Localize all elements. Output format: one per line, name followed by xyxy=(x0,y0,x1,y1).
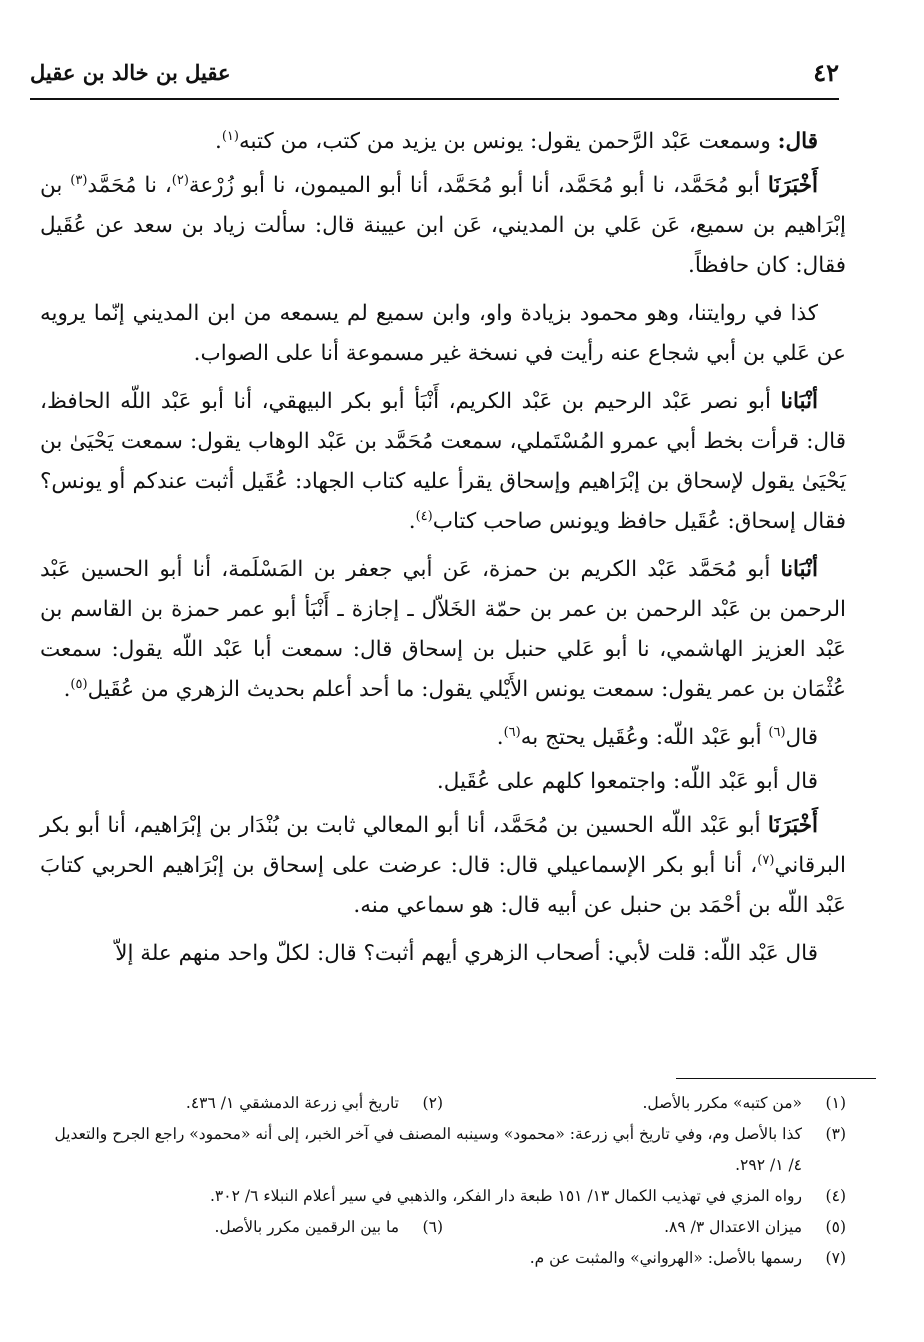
paragraph-4 xyxy=(40,382,846,542)
paragraph-text: أبو عَبْد اللّه الحسين بن مُحَمَّد، أنا أبو المعالي ثابت بن بُنْدَار بن إبْرَاهيم، أنا أبو بكر البرقاني xyxy=(40,813,846,878)
keyword-akhbarana: أَخْبَرَنَا xyxy=(767,173,819,198)
footnote-ref: (١) xyxy=(221,128,239,144)
paragraph-end: . xyxy=(408,509,416,534)
page-number: ٤٢ xyxy=(813,58,839,87)
footnote-4 xyxy=(40,1181,846,1212)
keyword-anbana: أنْبَانا xyxy=(780,389,818,414)
main-text xyxy=(40,122,846,982)
footnote-number: (٣) xyxy=(825,1125,846,1143)
paragraph-text: كذا في روايتنا، وهو محمود بزيادة واو، وابن سميع لم يسمعه من ابن المديني إنّما يرويه عن عَلي بن أبي شجاع عنه رأيت في نسخة غير مسموعة أنا على الصواب. xyxy=(40,301,846,366)
keyword-akhbarana: أَخْبَرَنَا xyxy=(767,813,818,838)
paragraph-end: . xyxy=(63,677,71,702)
paragraph-end: . xyxy=(215,129,222,154)
paragraph-text: بن إبْرَاهيم بن سميع، عَن عَلي بن المديني، عَن ابن عيينة قال: سألت زياد بن سعد عن عُقَيل فقال: كان حافظاً. xyxy=(40,173,846,278)
page-header xyxy=(30,56,839,104)
paragraph-text: قال أبو عَبْد اللّه: واجتمعوا كلهم على عُقَيل. xyxy=(436,769,818,794)
footnote-text: رسمها بالأصل: «الهرواني» والمثبت عن م. xyxy=(529,1249,802,1267)
running-title: عقيل بن خالد بن عقيل xyxy=(30,60,231,85)
paragraph-7 xyxy=(40,762,846,802)
paragraph-text: قال عَبْد اللّه: قلت لأبي: أصحاب الزهري أيهم أثبت؟ قال: لكلّ واحد منهم علة إلاّ xyxy=(115,941,818,966)
footnote-1 xyxy=(443,1088,846,1119)
footnote-separator xyxy=(676,1078,876,1079)
footnote-number: (٦) xyxy=(422,1218,443,1236)
footnote-row xyxy=(40,1212,846,1243)
paragraph-1 xyxy=(40,122,846,162)
footnotes xyxy=(40,1088,846,1274)
footnote-text: ما بين الرقمين مكرر بالأصل. xyxy=(214,1218,399,1236)
keyword-qala: قال: xyxy=(777,129,818,154)
footnote-number: (٧) xyxy=(825,1249,846,1267)
footnote-row xyxy=(40,1088,846,1119)
footnote-text: تاريخ أبي زرعة الدمشقي ١/ ٤٣٦. xyxy=(185,1094,399,1112)
paragraph-3 xyxy=(40,294,846,374)
paragraph-2 xyxy=(40,166,846,286)
footnote-ref: (٥) xyxy=(70,676,88,692)
paragraph-text: أبو مُحَمَّد، نا أبو مُحَمَّد، أنا أبو مُحَمَّد، أنا أبو الميمون، نا أبو زُرْعة xyxy=(188,173,768,198)
footnote-text: «من كتبه» مكرر بالأصل. xyxy=(642,1094,802,1112)
keyword-anbana: أنْبَانا xyxy=(780,557,818,582)
paragraph-text: وسمعت عَبْد الرَّحمن يقول: يونس بن يزيد من كتب، من كتبه xyxy=(238,129,778,154)
paragraph-text: أبو عَبْد اللّه: وعُقَيل يحتج به xyxy=(520,725,769,750)
footnote-text: كذا بالأصل وم، وفي تاريخ أبي زرعة: «محمود» وسينبه المصنف في آخر الخبر، إلى أنه «محمود» راجع الجرح والتعديل ٤/ ١/ ٢٩٢. xyxy=(54,1125,802,1174)
paragraph-9 xyxy=(40,934,846,974)
paragraph-5 xyxy=(40,550,846,710)
footnote-5 xyxy=(443,1212,846,1243)
paragraph-end: . xyxy=(496,725,504,750)
paragraph-text: أبو نصر عَبْد الرحيم بن عَبْد الكريم، أَنْبَأ أبو بكر البيهقي، أنا أبو عَبْد اللّه الحافظ، قال: قرأت بخط أبي عمرو المُسْتَملي، سمعت مُحَمَّد بن عَبْد الوهاب يقول: سمعت يَحْيَىٰ بن يَحْيَىٰ يقول لإسحاق بن إبْرَاهيم وإسحاق يقرأ عليه كتاب الجهاد: عُقَيل أثبت عندكم أو يونس؟ فقال إسحاق: عُقَيل حافظ ويونس صاحب كتاب xyxy=(40,389,846,534)
footnote-number: (٥) xyxy=(825,1218,846,1236)
header-rule xyxy=(30,98,839,100)
footnote-6 xyxy=(40,1212,443,1243)
footnote-text: ميزان الاعتدال ٣/ ٨٩. xyxy=(664,1218,802,1236)
footnote-number: (٢) xyxy=(422,1094,443,1112)
footnote-text: رواه المزي في تهذيب الكمال ١٣/ ١٥١ طبعة دار الفكر، والذهبي في سير أعلام النبلاء ٦/ ٣٠٢. xyxy=(209,1187,802,1205)
footnote-number: (١) xyxy=(825,1094,846,1112)
paragraph-8 xyxy=(40,806,846,926)
footnote-3 xyxy=(40,1119,846,1181)
footnote-ref: (٣) xyxy=(70,172,88,188)
paragraph-text: قال xyxy=(785,725,818,750)
footnote-7 xyxy=(40,1243,846,1274)
paragraph-text: ، نا مُحَمَّد xyxy=(87,173,172,198)
paragraph-text: أبو مُحَمَّد عَبْد الكريم بن حمزة، عَن أبي جعفر بن المَسْلَمة، أنا أبو الحسين عَبْد الرحمن بن عَبْد الرحمن بن عمر بن حمّة الخَلاّل ـ إجازة ـ أَنْبَأ أبو عمر حمزة بن القاسم بن عَبْد العزيز الهاشمي، نا أبو عَلي حنبل بن إسحاق قال: سمعت أبا عَبْد اللّه يقول: سمعت عُثْمَان بن عمر يقول: سمعت يونس الأَيْلي يقول: ما أحد أعلم بحديث الزهري من عُقَيل xyxy=(40,557,846,702)
paragraph-6 xyxy=(40,718,846,758)
footnote-ref: (٦) xyxy=(768,724,786,740)
footnote-ref: (٧) xyxy=(757,852,775,868)
paragraph-text: ، أنا أبو بكر الإسماعيلي قال: قال: عرضت على إسحاق بن إبْرَاهيم الحربي كتابَ عَبْد اللّه بن أحْمَد بن حنبل عن أبيه قال: هو سماعي منه. xyxy=(40,853,846,918)
footnote-ref: (٢) xyxy=(171,172,189,188)
footnote-ref: (٤) xyxy=(415,508,433,524)
footnote-number: (٤) xyxy=(825,1187,846,1205)
footnote-ref: (٦) xyxy=(503,724,521,740)
footnote-2 xyxy=(40,1088,443,1119)
